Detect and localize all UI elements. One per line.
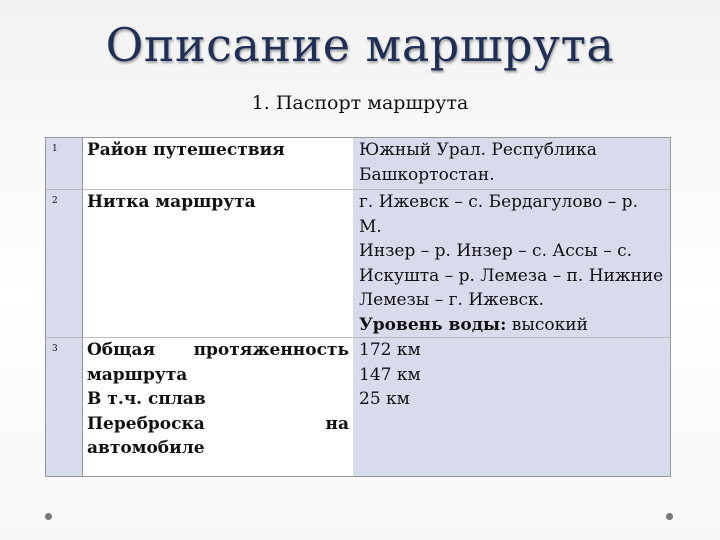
row-number: 2 <box>46 190 83 338</box>
row-number: 1 <box>46 138 83 190</box>
row-label: Нитка маршрута <box>83 190 354 338</box>
table-row <box>46 190 671 338</box>
row-label: Общая протяженность маршрута В т.ч. сплав Переброска на автомобиле <box>83 338 354 477</box>
table-row <box>46 138 671 190</box>
route-passport-table <box>45 137 671 477</box>
water-level: Уровень воды: высокий <box>359 314 588 335</box>
row-value: г. Ижевск – с. Бердагулово – р. М. Инзер – р. Инзер – с. Ассы – с. Искушта – р. Лемеза – п. Нижние Лемезы – г. Ижевск. Уровень воды: высокий <box>353 190 671 338</box>
row-label: Район путешествия <box>83 138 354 190</box>
row-value: 172 км 147 км 25 км <box>353 338 671 477</box>
table-row <box>46 338 671 477</box>
decorative-dot-left <box>45 513 52 520</box>
decorative-dot-right <box>666 513 673 520</box>
slide-title: Описание маршрута <box>105 18 615 72</box>
row-number: 3 <box>46 338 83 477</box>
row-value: Южный Урал. Республика Башкортостан. <box>353 138 671 190</box>
slide-subtitle: 1. Паспорт маршрута <box>251 92 469 114</box>
